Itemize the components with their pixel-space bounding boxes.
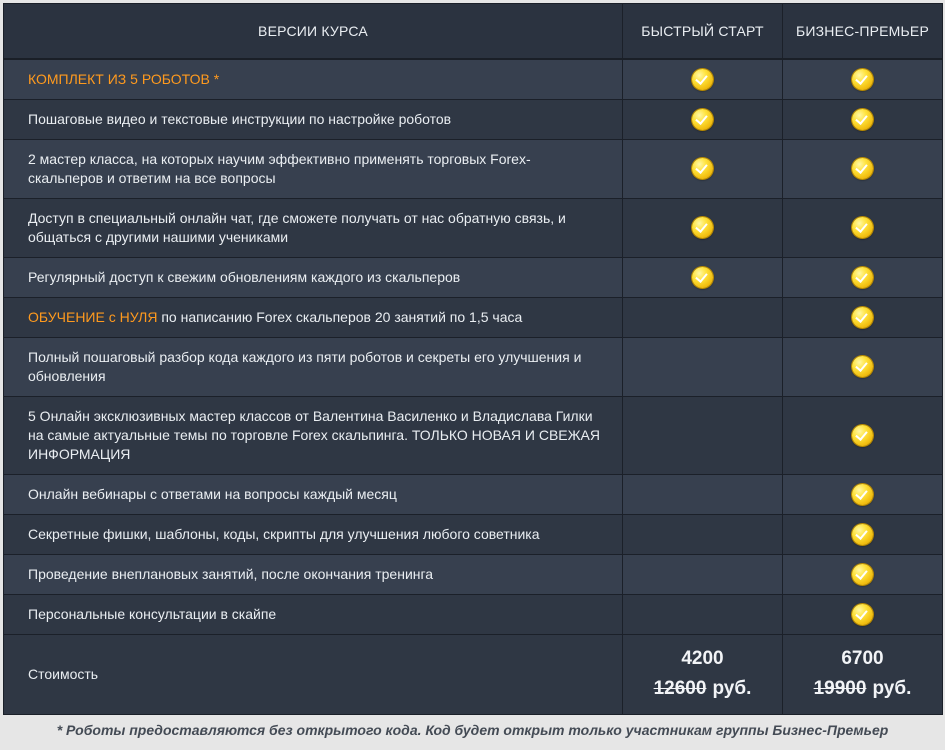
business-premier-cell <box>783 198 943 257</box>
feature-highlight: ОБУЧЕНИЕ с НУЛЯ <box>28 308 158 325</box>
business-premier-cell <box>783 594 943 634</box>
table-row <box>4 514 943 554</box>
fast-start-cell <box>623 474 783 514</box>
check-coin-icon <box>852 69 873 90</box>
table-header-row <box>4 4 943 60</box>
course-comparison-table <box>3 3 943 715</box>
fast-start-cell <box>623 297 783 337</box>
table-row <box>4 474 943 514</box>
header-course-versions: ВЕРСИИ КУРСА <box>4 4 623 60</box>
business-premier-cell <box>783 396 943 474</box>
feature-cell <box>4 474 623 514</box>
feature-cell <box>4 257 623 297</box>
feature-text: Регулярный доступ к свежим обновлениям каждого из скальперов <box>28 268 461 285</box>
header-business-premier: БИЗНЕС-ПРЕМЬЕР <box>783 4 943 60</box>
price-premium-old-wrap <box>814 678 912 699</box>
feature-cell <box>4 139 623 198</box>
feature-cell <box>4 59 623 99</box>
table-row <box>4 139 943 198</box>
table-row <box>4 396 943 474</box>
price-business-premier <box>783 634 943 714</box>
fast-start-cell <box>623 198 783 257</box>
check-coin-icon <box>692 217 713 238</box>
price-fast-new: 4200 <box>681 648 724 669</box>
table-row <box>4 337 943 396</box>
check-coin-icon <box>852 484 873 505</box>
business-premier-cell <box>783 297 943 337</box>
fast-start-cell <box>623 139 783 198</box>
feature-text: по написанию Forex скальперов 20 занятий по 1,5 часа <box>157 308 523 325</box>
check-coin-icon <box>852 217 873 238</box>
check-coin-icon <box>852 604 873 625</box>
feature-text: Персональные консультации в скайпе <box>28 605 277 622</box>
footnote: * Роботы предоставляются без открытого кода. Код будет открыт только участникам группы Бизнес-Премьер <box>56 722 889 738</box>
fast-start-cell <box>623 257 783 297</box>
check-coin-icon <box>852 564 873 585</box>
business-premier-cell <box>783 337 943 396</box>
check-coin-icon <box>692 267 713 288</box>
price-fast-old-wrap <box>654 678 752 699</box>
table-row <box>4 59 943 99</box>
feature-text: Пошаговые видео и текстовые инструкции по настройке роботов <box>28 110 452 127</box>
feature-highlight: КОМПЛЕКТ ИЗ 5 РОБОТОВ * <box>28 70 220 87</box>
table-row <box>4 198 943 257</box>
table-row <box>4 99 943 139</box>
price-premium-new: 6700 <box>841 648 884 669</box>
business-premier-cell <box>783 99 943 139</box>
check-coin-icon <box>852 425 873 446</box>
business-premier-cell <box>783 139 943 198</box>
fast-start-cell <box>623 396 783 474</box>
table-row <box>4 297 943 337</box>
check-coin-icon <box>852 109 873 130</box>
price-fast-start <box>623 634 783 714</box>
feature-text: 2 мастер класса, на которых научим эффективно применять торговых Forex-скальперов и ответим на все вопросы <box>28 150 531 186</box>
check-coin-icon <box>692 109 713 130</box>
business-premier-cell <box>783 474 943 514</box>
feature-cell <box>4 99 623 139</box>
fast-start-cell <box>623 99 783 139</box>
feature-text: Полный пошаговый разбор кода каждого из пяти роботов и секреты его улучшения и обновления <box>28 348 582 384</box>
price-label: Стоимость <box>4 634 623 714</box>
feature-text: Проведение внеплановых занятий, после окончания тренинга <box>28 565 434 582</box>
business-premier-cell <box>783 514 943 554</box>
fast-start-cell <box>623 554 783 594</box>
check-coin-icon <box>852 158 873 179</box>
fast-start-cell <box>623 514 783 554</box>
fast-start-cell <box>623 594 783 634</box>
feature-rows <box>4 59 943 634</box>
feature-cell <box>4 198 623 257</box>
fast-start-cell <box>623 59 783 99</box>
feature-text: Секретные фишки, шаблоны, коды, скрипты для улучшения любого советника <box>28 525 540 542</box>
price-row <box>4 634 943 714</box>
check-coin-icon <box>852 267 873 288</box>
price-fast-currency: руб. <box>712 678 752 699</box>
business-premier-cell <box>783 59 943 99</box>
business-premier-cell <box>783 554 943 594</box>
check-coin-icon <box>692 69 713 90</box>
feature-cell <box>4 554 623 594</box>
feature-text: Доступ в специальный онлайн чат, где сможете получать от нас обратную связь, и общаться с другими нашими учениками <box>28 209 566 245</box>
price-fast-old: 12600 <box>653 678 707 699</box>
price-premium-currency: руб. <box>872 678 912 699</box>
table-row <box>4 594 943 634</box>
feature-cell <box>4 337 623 396</box>
table-row <box>4 257 943 297</box>
feature-cell <box>4 396 623 474</box>
business-premier-cell <box>783 257 943 297</box>
fast-start-cell <box>623 337 783 396</box>
price-premium-old: 19900 <box>813 678 867 699</box>
feature-cell <box>4 514 623 554</box>
check-coin-icon <box>852 524 873 545</box>
feature-cell <box>4 594 623 634</box>
check-coin-icon <box>852 356 873 377</box>
header-fast-start: БЫСТРЫЙ СТАРТ <box>623 4 783 60</box>
check-coin-icon <box>852 307 873 328</box>
table-row <box>4 554 943 594</box>
check-coin-icon <box>692 158 713 179</box>
feature-cell <box>4 297 623 337</box>
feature-text: Онлайн вебинары с ответами на вопросы каждый месяц <box>28 485 397 502</box>
feature-text: 5 Онлайн эксклюзивных мастер классов от Валентина Василенко и Владислава Гилки на самые актуальные темы по торговле Forex скальпинга. ТОЛЬКО НОВАЯ И СВЕЖАЯ ИНФОРМАЦИЯ <box>28 407 600 462</box>
